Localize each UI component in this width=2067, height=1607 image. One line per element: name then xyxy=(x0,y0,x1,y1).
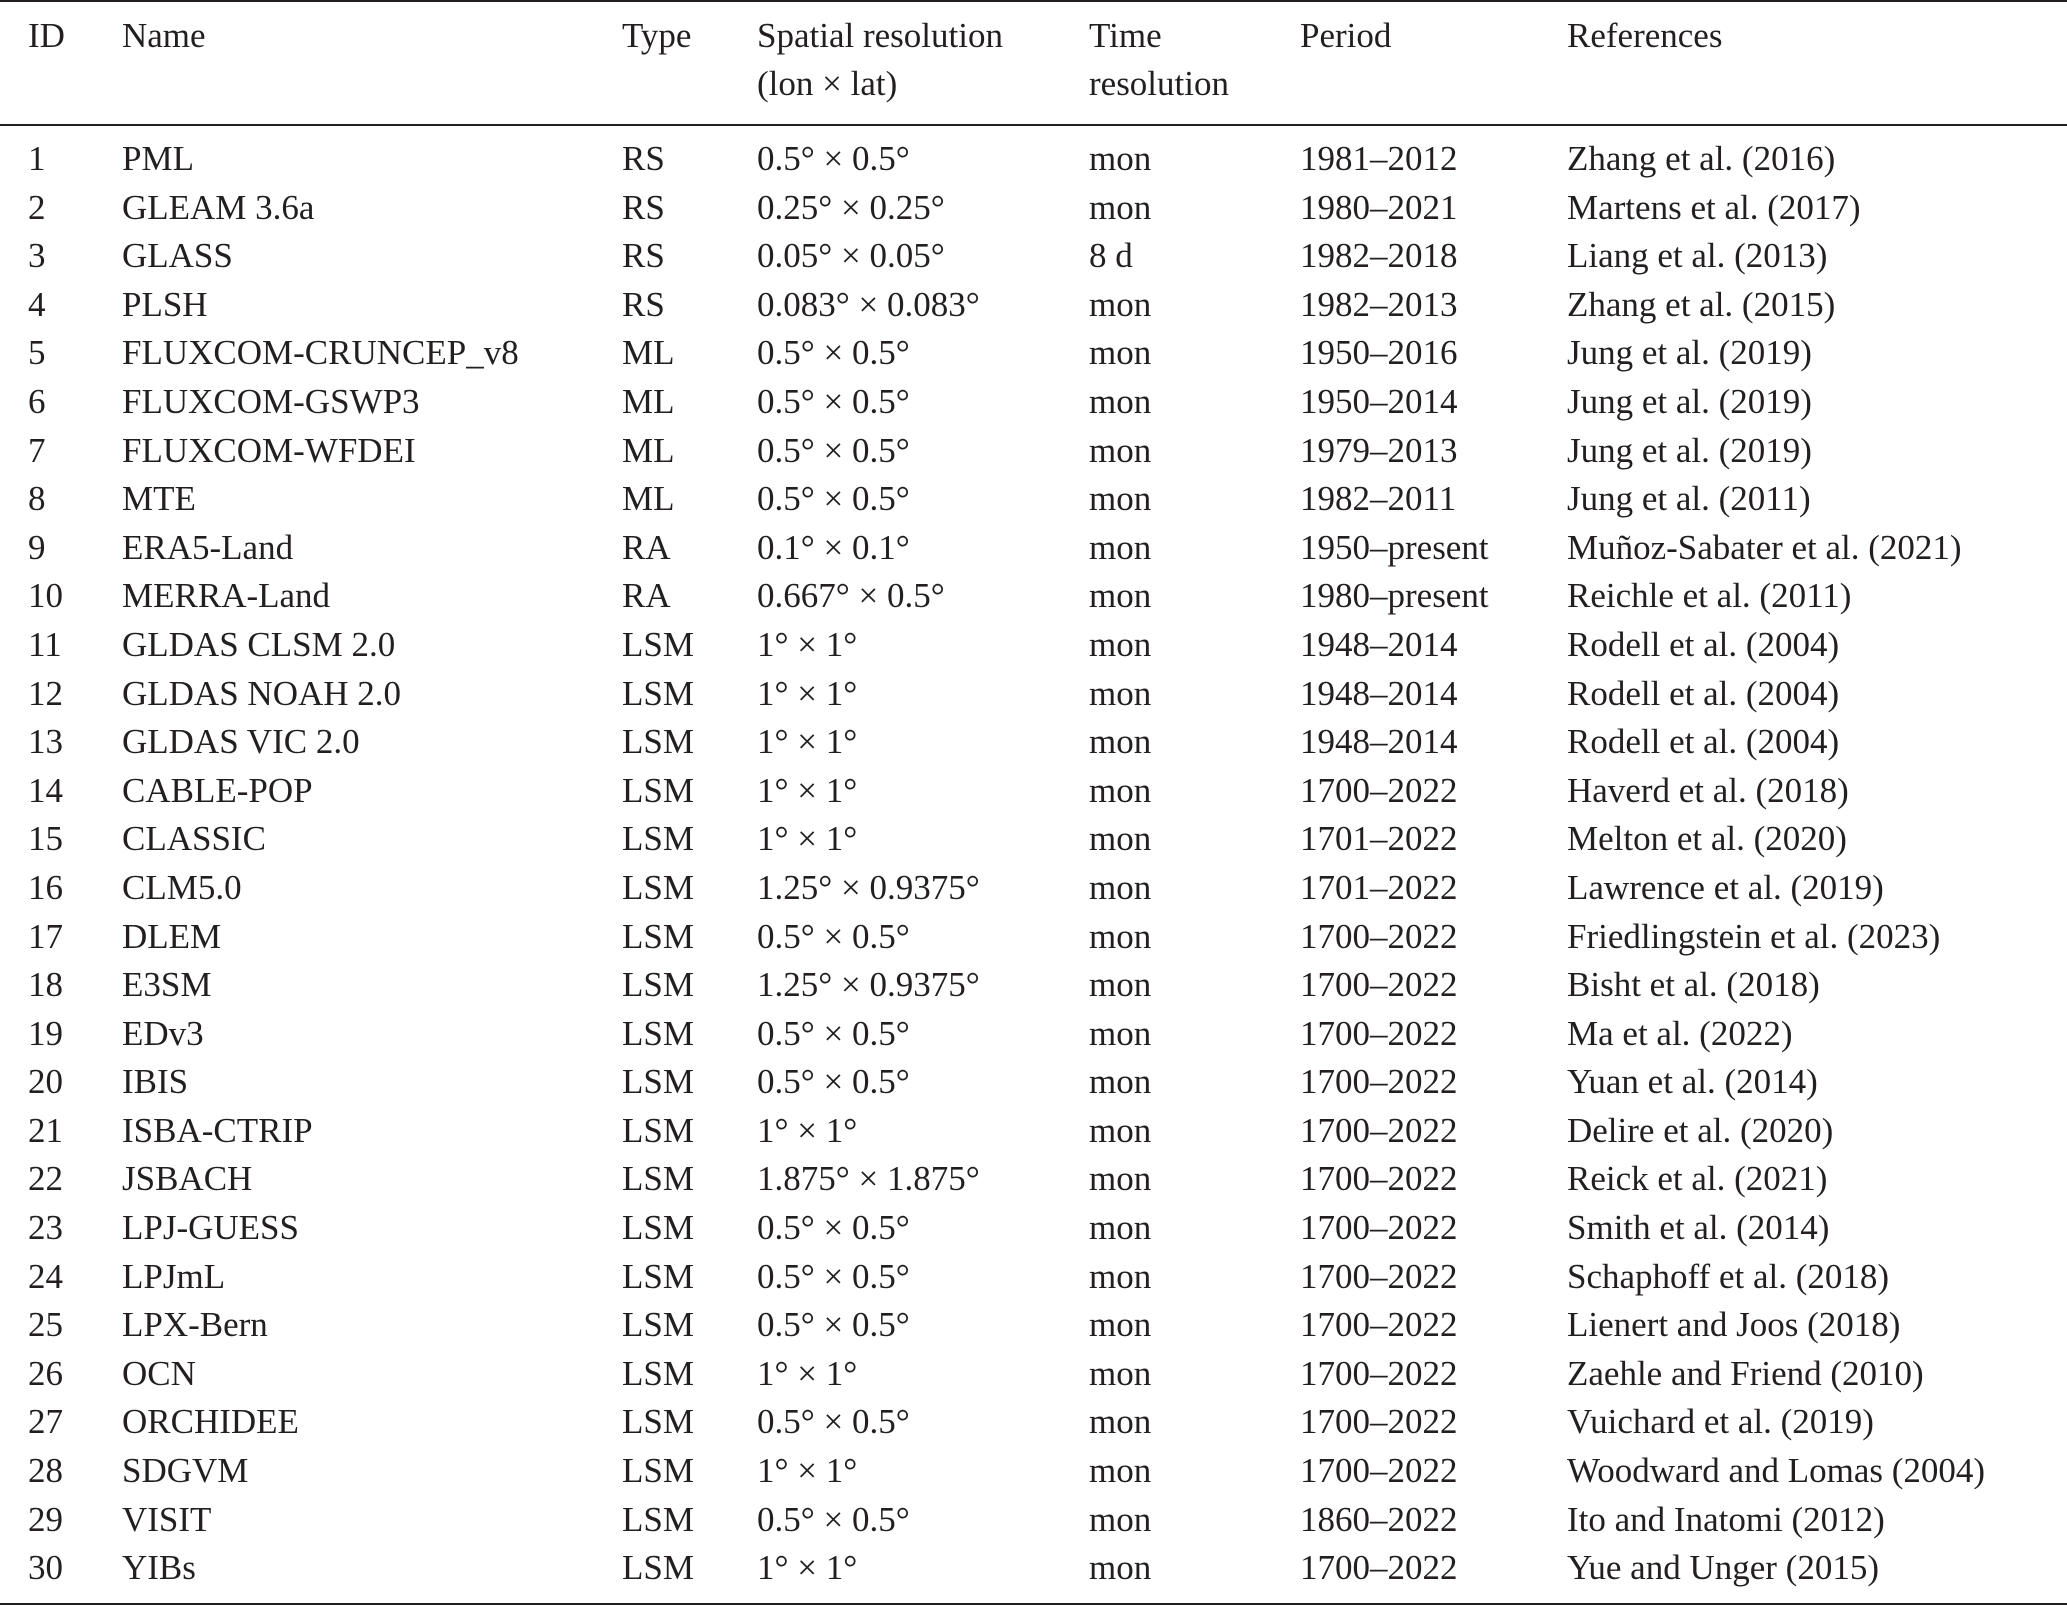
cell-period: 1700–2022 xyxy=(1300,1013,1458,1053)
cell-name: GLDAS CLSM 2.0 xyxy=(122,624,396,664)
cell-period: 1948–2014 xyxy=(1300,624,1458,664)
table-row xyxy=(0,281,2067,330)
cell-period: 1700–2022 xyxy=(1300,965,1458,1005)
cell-id: 3 xyxy=(28,236,46,276)
cell-period: 1948–2014 xyxy=(1300,673,1458,713)
cell-reference: Ito and Inatomi (2012) xyxy=(1567,1499,1885,1539)
cell-spatial-resolution: 0.05° × 0.05° xyxy=(757,236,945,276)
cell-name: CLM5.0 xyxy=(122,867,242,907)
cell-name: MERRA-Land xyxy=(122,576,331,616)
cell-spatial-resolution: 0.5° × 0.5° xyxy=(757,1499,910,1539)
cell-id: 9 xyxy=(28,527,46,567)
cell-reference: Haverd et al. (2018) xyxy=(1567,770,1849,810)
cell-time-resolution: mon xyxy=(1089,1451,1152,1491)
header-rule xyxy=(0,124,2067,126)
table-row xyxy=(0,427,2067,476)
header-time-resolution-line2: resolution xyxy=(1089,64,1229,103)
cell-reference: Jung et al. (2019) xyxy=(1567,333,1812,373)
cell-type: LSM xyxy=(622,819,694,859)
cell-period: 1980–present xyxy=(1300,576,1489,616)
cell-id: 12 xyxy=(28,673,63,713)
cell-reference: Lienert and Joos (2018) xyxy=(1567,1305,1901,1345)
cell-reference: Smith et al. (2014) xyxy=(1567,1208,1830,1248)
cell-name: CABLE-POP xyxy=(122,770,313,810)
cell-period: 1980–2021 xyxy=(1300,187,1458,227)
cell-period: 1700–2022 xyxy=(1300,1256,1458,1296)
cell-id: 7 xyxy=(28,430,46,470)
cell-period: 1982–2011 xyxy=(1300,479,1457,519)
cell-reference: Friedlingstein et al. (2023) xyxy=(1567,916,1941,956)
cell-name: YIBs xyxy=(122,1548,196,1588)
cell-reference: Ma et al. (2022) xyxy=(1567,1013,1793,1053)
cell-period: 1701–2022 xyxy=(1300,867,1458,907)
cell-reference: Yuan et al. (2014) xyxy=(1567,1062,1818,1102)
cell-period: 1982–2013 xyxy=(1300,284,1458,324)
cell-time-resolution: mon xyxy=(1089,187,1152,227)
cell-spatial-resolution: 0.5° × 0.5° xyxy=(757,139,910,178)
cell-spatial-resolution: 1.25° × 0.9375° xyxy=(757,965,980,1005)
cell-name: DLEM xyxy=(122,916,222,956)
cell-time-resolution: mon xyxy=(1089,1208,1152,1248)
cell-reference: Zaehle and Friend (2010) xyxy=(1567,1353,1924,1393)
table-row xyxy=(0,1155,2067,1204)
cell-type: ML xyxy=(622,333,675,373)
cell-spatial-resolution: 0.5° × 0.5° xyxy=(757,479,910,519)
cell-spatial-resolution: 0.5° × 0.5° xyxy=(757,1062,910,1102)
top-rule xyxy=(0,0,2067,2)
cell-spatial-resolution: 0.5° × 0.5° xyxy=(757,430,910,470)
table-row xyxy=(0,475,2067,524)
cell-period: 1700–2022 xyxy=(1300,916,1458,956)
cell-spatial-resolution: 0.5° × 0.5° xyxy=(757,916,910,956)
cell-name: PLSH xyxy=(122,284,208,324)
cell-spatial-resolution: 0.5° × 0.5° xyxy=(757,1013,910,1053)
table-row xyxy=(0,1544,2067,1593)
cell-name: GLASS xyxy=(122,236,233,276)
table-row xyxy=(0,1010,2067,1059)
cell-spatial-resolution: 1° × 1° xyxy=(757,722,858,762)
cell-time-resolution: mon xyxy=(1089,1110,1152,1150)
cell-name: SDGVM xyxy=(122,1451,249,1491)
cell-id: 11 xyxy=(28,624,62,664)
cell-name: EDv3 xyxy=(122,1013,204,1053)
cell-id: 20 xyxy=(28,1062,63,1102)
cell-type: LSM xyxy=(622,770,694,810)
cell-period: 1701–2022 xyxy=(1300,819,1458,859)
cell-id: 14 xyxy=(28,770,63,810)
cell-spatial-resolution: 1.25° × 0.9375° xyxy=(757,867,980,907)
cell-period: 1948–2014 xyxy=(1300,722,1458,762)
cell-reference: Muñoz-Sabater et al. (2021) xyxy=(1567,527,1962,567)
cell-type: RA xyxy=(622,576,671,616)
cell-period: 1700–2022 xyxy=(1300,1402,1458,1442)
cell-time-resolution: mon xyxy=(1089,1499,1152,1539)
cell-spatial-resolution: 1° × 1° xyxy=(757,1548,858,1588)
header-period: Period xyxy=(1300,16,1392,55)
cell-name: MTE xyxy=(122,479,196,519)
cell-spatial-resolution: 0.5° × 0.5° xyxy=(757,1305,910,1345)
cell-time-resolution: mon xyxy=(1089,867,1152,907)
cell-spatial-resolution: 0.5° × 0.5° xyxy=(757,1256,910,1296)
table-row xyxy=(0,378,2067,427)
cell-reference: Bisht et al. (2018) xyxy=(1567,965,1820,1005)
cell-time-resolution: mon xyxy=(1089,1256,1152,1296)
cell-type: LSM xyxy=(622,1208,694,1248)
cell-type: LSM xyxy=(622,1402,694,1442)
table-row xyxy=(0,329,2067,378)
cell-name: ORCHIDEE xyxy=(122,1402,299,1442)
cell-period: 1700–2022 xyxy=(1300,1548,1458,1588)
cell-type: RS xyxy=(622,139,665,178)
cell-id: 30 xyxy=(28,1548,63,1588)
cell-name: E3SM xyxy=(122,965,212,1005)
cell-id: 19 xyxy=(28,1013,63,1053)
cell-type: LSM xyxy=(622,1548,694,1588)
cell-id: 24 xyxy=(28,1256,63,1296)
cell-name: JSBACH xyxy=(122,1159,253,1199)
cell-type: RA xyxy=(622,527,671,567)
cell-spatial-resolution: 0.5° × 0.5° xyxy=(757,381,910,421)
cell-type: LSM xyxy=(622,965,694,1005)
cell-name: GLEAM 3.6a xyxy=(122,187,315,227)
cell-spatial-resolution: 0.5° × 0.5° xyxy=(757,1208,910,1248)
cell-id: 18 xyxy=(28,965,63,1005)
cell-type: LSM xyxy=(622,867,694,907)
cell-id: 5 xyxy=(28,333,46,373)
table-row xyxy=(0,1204,2067,1253)
table-row xyxy=(0,718,2067,767)
cell-id: 17 xyxy=(28,916,63,956)
cell-reference: Zhang et al. (2015) xyxy=(1567,284,1836,324)
cell-reference: Yue and Unger (2015) xyxy=(1567,1548,1879,1588)
cell-spatial-resolution: 0.1° × 0.1° xyxy=(757,527,910,567)
cell-period: 1950–2014 xyxy=(1300,381,1458,421)
table-row xyxy=(0,961,2067,1010)
cell-spatial-resolution: 0.083° × 0.083° xyxy=(757,284,980,324)
table-row xyxy=(0,232,2067,281)
cell-type: LSM xyxy=(622,1062,694,1102)
header-spatial-resolution-line2: (lon × lat) xyxy=(757,64,898,103)
cell-time-resolution: mon xyxy=(1089,819,1152,859)
cell-time-resolution: mon xyxy=(1089,333,1152,373)
cell-id: 28 xyxy=(28,1451,63,1491)
cell-id: 22 xyxy=(28,1159,63,1199)
cell-spatial-resolution: 0.5° × 0.5° xyxy=(757,1402,910,1442)
cell-reference: Vuichard et al. (2019) xyxy=(1567,1402,1874,1442)
cell-type: LSM xyxy=(622,916,694,956)
cell-id: 10 xyxy=(28,576,63,616)
cell-time-resolution: mon xyxy=(1089,624,1152,664)
cell-id: 23 xyxy=(28,1208,63,1248)
header-spatial-resolution-line1: Spatial resolution xyxy=(757,16,1003,55)
table-row xyxy=(0,1107,2067,1156)
cell-reference: Jung et al. (2019) xyxy=(1567,381,1812,421)
cell-period: 1950–present xyxy=(1300,527,1489,567)
cell-period: 1981–2012 xyxy=(1300,139,1458,178)
cell-spatial-resolution: 0.667° × 0.5° xyxy=(757,576,945,616)
cell-time-resolution: mon xyxy=(1089,139,1152,178)
table-row xyxy=(0,1253,2067,1302)
header-name: Name xyxy=(122,16,206,55)
cell-time-resolution: mon xyxy=(1089,1062,1152,1102)
cell-period: 1700–2022 xyxy=(1300,1451,1458,1491)
table-row xyxy=(0,767,2067,816)
cell-name: FLUXCOM-WFDEI xyxy=(122,430,416,470)
cell-type: LSM xyxy=(622,1013,694,1053)
bottom-rule xyxy=(0,1603,2067,1605)
cell-reference: Reick et al. (2021) xyxy=(1567,1159,1828,1199)
cell-spatial-resolution: 1° × 1° xyxy=(757,1353,858,1393)
cell-time-resolution: mon xyxy=(1089,527,1152,567)
cell-name: PML xyxy=(122,139,194,178)
cell-reference: Liang et al. (2013) xyxy=(1567,236,1828,276)
cell-spatial-resolution: 1° × 1° xyxy=(757,1110,858,1150)
table-row xyxy=(0,1496,2067,1545)
cell-id: 26 xyxy=(28,1353,63,1393)
cell-period: 1700–2022 xyxy=(1300,1062,1458,1102)
cell-reference: Schaphoff et al. (2018) xyxy=(1567,1256,1890,1296)
header-spatial-resolution xyxy=(757,12,1003,108)
cell-id: 8 xyxy=(28,479,46,519)
cell-time-resolution: mon xyxy=(1089,1013,1152,1053)
table-row xyxy=(0,1398,2067,1447)
cell-spatial-resolution: 1.875° × 1.875° xyxy=(757,1159,980,1199)
cell-time-resolution: mon xyxy=(1089,576,1152,616)
cell-type: LSM xyxy=(622,673,694,713)
cell-name: LPJ-GUESS xyxy=(122,1208,299,1248)
cell-period: 1700–2022 xyxy=(1300,1208,1458,1248)
cell-type: LSM xyxy=(622,1451,694,1491)
cell-reference: Rodell et al. (2004) xyxy=(1567,722,1840,762)
cell-name: ERA5-Land xyxy=(122,527,294,567)
cell-time-resolution: mon xyxy=(1089,430,1152,470)
cell-id: 6 xyxy=(28,381,46,421)
table-row xyxy=(0,1301,2067,1350)
cell-reference: Zhang et al. (2016) xyxy=(1567,139,1836,178)
table-body xyxy=(0,135,2067,1593)
cell-spatial-resolution: 1° × 1° xyxy=(757,624,858,664)
table-row xyxy=(0,524,2067,573)
cell-period: 1700–2022 xyxy=(1300,1353,1458,1393)
cell-type: LSM xyxy=(622,1499,694,1539)
cell-spatial-resolution: 0.5° × 0.5° xyxy=(757,333,910,373)
table-row xyxy=(0,572,2067,621)
cell-id: 27 xyxy=(28,1402,63,1442)
cell-period: 1700–2022 xyxy=(1300,1110,1458,1150)
cell-name: VISIT xyxy=(122,1499,212,1539)
table-row xyxy=(0,815,2067,864)
cell-time-resolution: mon xyxy=(1089,916,1152,956)
cell-reference: Reichle et al. (2011) xyxy=(1567,576,1852,616)
cell-id: 4 xyxy=(28,284,46,324)
table-row xyxy=(0,864,2067,913)
cell-type: LSM xyxy=(622,1353,694,1393)
cell-id: 16 xyxy=(28,867,63,907)
cell-reference: Woodward and Lomas (2004) xyxy=(1567,1451,1986,1491)
cell-period: 1950–2016 xyxy=(1300,333,1458,373)
cell-name: OCN xyxy=(122,1353,196,1393)
cell-spatial-resolution: 1° × 1° xyxy=(757,673,858,713)
cell-time-resolution: mon xyxy=(1089,1159,1152,1199)
cell-id: 1 xyxy=(28,139,46,178)
cell-type: RS xyxy=(622,284,665,324)
cell-type: RS xyxy=(622,236,665,276)
cell-name: IBIS xyxy=(122,1062,189,1102)
cell-type: ML xyxy=(622,430,675,470)
cell-id: 25 xyxy=(28,1305,63,1345)
cell-spatial-resolution: 1° × 1° xyxy=(757,1451,858,1491)
table-row xyxy=(0,913,2067,962)
cell-reference: Jung et al. (2019) xyxy=(1567,430,1812,470)
cell-period: 1700–2022 xyxy=(1300,770,1458,810)
cell-reference: Rodell et al. (2004) xyxy=(1567,624,1840,664)
cell-type: LSM xyxy=(622,1110,694,1150)
cell-period: 1700–2022 xyxy=(1300,1305,1458,1345)
table-row xyxy=(0,1058,2067,1107)
cell-reference: Martens et al. (2017) xyxy=(1567,187,1861,227)
header-type: Type xyxy=(622,16,692,55)
cell-time-resolution: mon xyxy=(1089,1305,1152,1345)
table-row xyxy=(0,621,2067,670)
cell-time-resolution: mon xyxy=(1089,284,1152,324)
header-id: ID xyxy=(28,16,65,55)
header-time-resolution xyxy=(1089,12,1229,108)
cell-period: 1700–2022 xyxy=(1300,1159,1458,1199)
cell-name: LPX-Bern xyxy=(122,1305,268,1345)
cell-id: 2 xyxy=(28,187,46,227)
header-references: References xyxy=(1567,16,1723,55)
cell-time-resolution: 8 d xyxy=(1089,236,1133,276)
cell-type: LSM xyxy=(622,624,694,664)
cell-type: LSM xyxy=(622,1256,694,1296)
cell-reference: Jung et al. (2011) xyxy=(1567,479,1811,519)
cell-type: LSM xyxy=(622,1305,694,1345)
cell-period: 1982–2018 xyxy=(1300,236,1458,276)
cell-time-resolution: mon xyxy=(1089,381,1152,421)
table-row xyxy=(0,1447,2067,1496)
cell-time-resolution: mon xyxy=(1089,1402,1152,1442)
cell-name: FLUXCOM-CRUNCEP_v8 xyxy=(122,333,519,373)
cell-id: 15 xyxy=(28,819,63,859)
cell-period: 1979–2013 xyxy=(1300,430,1458,470)
cell-id: 13 xyxy=(28,722,63,762)
cell-spatial-resolution: 0.25° × 0.25° xyxy=(757,187,945,227)
cell-name: GLDAS NOAH 2.0 xyxy=(122,673,402,713)
cell-name: FLUXCOM-GSWP3 xyxy=(122,381,420,421)
cell-reference: Delire et al. (2020) xyxy=(1567,1110,1834,1150)
table-row xyxy=(0,135,2067,184)
cell-time-resolution: mon xyxy=(1089,673,1152,713)
cell-name: LPJmL xyxy=(122,1256,226,1296)
cell-time-resolution: mon xyxy=(1089,722,1152,762)
header-time-resolution-line1: Time xyxy=(1089,16,1162,55)
cell-type: ML xyxy=(622,381,675,421)
cell-spatial-resolution: 1° × 1° xyxy=(757,819,858,859)
cell-reference: Lawrence et al. (2019) xyxy=(1567,867,1884,907)
cell-id: 29 xyxy=(28,1499,63,1539)
cell-time-resolution: mon xyxy=(1089,479,1152,519)
cell-name: GLDAS VIC 2.0 xyxy=(122,722,360,762)
cell-type: RS xyxy=(622,187,665,227)
cell-reference: Melton et al. (2020) xyxy=(1567,819,1847,859)
cell-time-resolution: mon xyxy=(1089,1548,1152,1588)
cell-time-resolution: mon xyxy=(1089,770,1152,810)
cell-time-resolution: mon xyxy=(1089,965,1152,1005)
cell-id: 21 xyxy=(28,1110,63,1150)
table-row xyxy=(0,670,2067,719)
cell-type: LSM xyxy=(622,1159,694,1199)
table-row xyxy=(0,1350,2067,1399)
cell-type: ML xyxy=(622,479,675,519)
cell-time-resolution: mon xyxy=(1089,1353,1152,1393)
cell-name: ISBA-CTRIP xyxy=(122,1110,313,1150)
table-row xyxy=(0,184,2067,233)
cell-name: CLASSIC xyxy=(122,819,266,859)
cell-type: LSM xyxy=(622,722,694,762)
cell-spatial-resolution: 1° × 1° xyxy=(757,770,858,810)
cell-period: 1860–2022 xyxy=(1300,1499,1458,1539)
cell-reference: Rodell et al. (2004) xyxy=(1567,673,1840,713)
